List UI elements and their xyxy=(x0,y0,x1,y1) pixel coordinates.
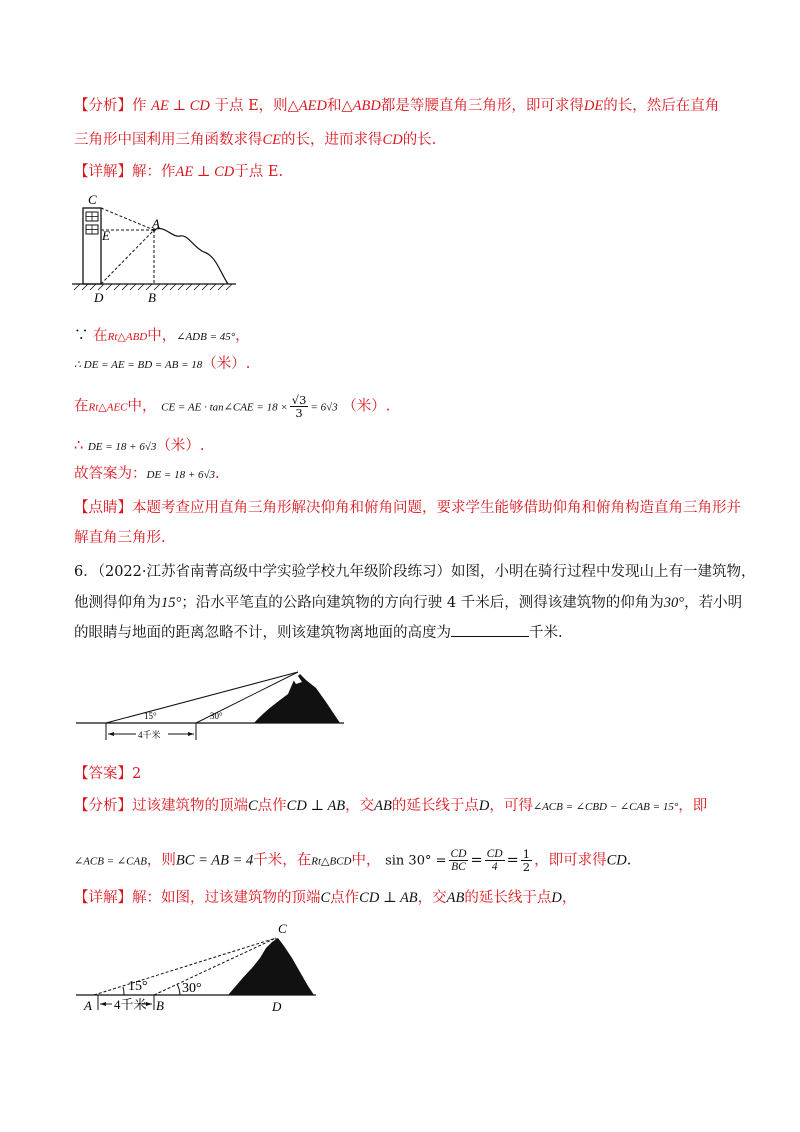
because-symbol: ∵ xyxy=(74,328,89,344)
fraction-denominator: 3 xyxy=(295,406,303,420)
math-expr: CD ⊥ AB xyxy=(359,890,418,906)
text-run: 的长，然后在直角 xyxy=(603,98,720,114)
text-run: ；沿水平笔直的公路向建筑物的方向行驶 4 千米后，测得该建筑物的仰角为 xyxy=(181,595,664,611)
math-expr: ∴ DE = AE = BD = AB = 18 xyxy=(74,359,203,371)
text-run: 的长. xyxy=(402,132,437,148)
text-run: 的长，进而求得 xyxy=(281,132,383,148)
review-line-1 xyxy=(74,498,741,518)
text-run: 中， xyxy=(127,398,157,415)
step-2 xyxy=(74,354,250,375)
unit-text: （米）. xyxy=(202,356,251,372)
answer-value: 2 xyxy=(132,766,142,782)
figure-solution-6 xyxy=(76,918,326,1024)
fraction-denominator: 2 xyxy=(522,860,531,874)
math-expr: ∠ACB = ∠CBD − ∠CAB = 15° xyxy=(532,801,679,813)
text-run: 中， xyxy=(351,852,381,869)
text-run: 的眼睛与地面的距离忽略不计，则该建筑物离地面的高度为 xyxy=(74,625,451,641)
text-run: ，若小明 xyxy=(684,595,743,611)
analysis-tag: 【分析】 xyxy=(74,98,132,114)
text-run: . xyxy=(626,852,632,869)
text-run: 在 xyxy=(74,398,89,415)
label-e: E xyxy=(102,228,110,243)
text-run: ，即 xyxy=(678,798,708,814)
math-expr: CE xyxy=(262,132,282,148)
text-run: ， xyxy=(561,890,577,906)
text-run: ， xyxy=(235,328,250,344)
text-run: 本题考查应用直角三角形解决仰角和俯角问题，要求学生能够借助仰角和俯角构造直角三角形并 xyxy=(132,500,741,516)
q6-detail-line xyxy=(74,888,576,908)
math-expr: C xyxy=(320,890,331,906)
label-d: D xyxy=(272,999,282,1014)
math-expr: Rt△BCD xyxy=(311,855,352,868)
math-expr: = 6√3 xyxy=(310,401,338,414)
answer-line xyxy=(74,764,141,784)
text-run: 于点 E，则 xyxy=(209,98,288,114)
figure-question-6 xyxy=(76,658,348,748)
math-expr: Rt△ABD xyxy=(107,331,148,343)
fraction-cd-bc xyxy=(449,848,469,873)
q6-analysis-line-1 xyxy=(74,796,707,817)
label-b: B xyxy=(156,998,164,1013)
q6-analysis-line-2: ∠ACB = ∠CAB，则BC = AB = 4千米，在Rt△BCD中， sin 30° = $\frac{CD}{BC}$ = $\frac{CD}{4}$ = $\frac{1}{2}$ ，即可求得CD. xyxy=(74,847,632,874)
text-run: 都是等腰直角三角形，即可求得 xyxy=(380,98,584,114)
text-run: ，交 xyxy=(417,890,447,906)
math-expr: DE xyxy=(583,98,604,114)
math-expr: C xyxy=(248,798,258,814)
label-a: A xyxy=(152,216,160,231)
text-run: 点作 xyxy=(330,890,360,906)
step-5 xyxy=(74,464,220,485)
text-run: 6．（2022·江苏省南菁高级中学实验学校九年级阶段练习）如图，小明在骑行过程中发现山上有一建筑物， xyxy=(74,564,756,580)
math-expr: DE = 18 + 6√3 xyxy=(87,441,157,453)
fraction-numerator: CD xyxy=(450,848,467,860)
math-expr: CD xyxy=(606,852,627,869)
math-expr: 30° xyxy=(663,595,685,611)
fraction-denominator: BC xyxy=(451,861,466,873)
math-expr: 15° xyxy=(161,595,182,611)
analysis-line-1 xyxy=(74,96,719,116)
fraction-numerator: √3 xyxy=(291,393,307,407)
text-run: 解直角三角形. xyxy=(74,530,166,546)
text-run: . xyxy=(215,466,220,482)
text-run: 在 xyxy=(93,328,108,344)
step-3 xyxy=(74,394,390,419)
text-run: 故答案为： xyxy=(74,466,147,482)
math-expr: AB xyxy=(374,798,392,814)
text-run: 的延长线于点 xyxy=(391,798,479,814)
text-run: 中， xyxy=(147,328,177,344)
math-expr: ∠ADB = 45° xyxy=(176,331,236,343)
text-run: 千米，在 xyxy=(253,852,312,869)
detail-line xyxy=(74,162,283,182)
fraction-numerator: 1 xyxy=(522,847,531,861)
math-expr: CD xyxy=(382,132,403,148)
fraction xyxy=(290,394,309,419)
math-expr: AE ⊥ CD xyxy=(151,98,210,114)
text-run: 作 xyxy=(132,98,152,114)
label-a: A xyxy=(84,998,92,1013)
q6-line-2 xyxy=(74,593,742,613)
text-run: 和 xyxy=(327,98,342,114)
math-expr: CD ⊥ AB xyxy=(286,798,346,814)
math-expr: AE ⊥ CD xyxy=(175,164,235,180)
angle-label-15: 15° xyxy=(128,979,148,994)
text-run: ，即可求得 xyxy=(534,852,607,869)
text-run: 过该建筑物的顶端 xyxy=(132,798,248,814)
dashed-constructions xyxy=(101,208,154,284)
label-c: C xyxy=(88,192,97,207)
label-d: D xyxy=(94,290,104,305)
fraction-denominator: 4 xyxy=(491,861,498,873)
text-run: 解：作 xyxy=(132,164,176,180)
text-run: ，交 xyxy=(345,798,375,814)
hill-outline xyxy=(154,228,228,284)
detail-tag: 【详解】 xyxy=(74,164,132,180)
math-expr: ∠ACB = ∠CAB xyxy=(74,855,147,868)
math-expr: AB xyxy=(446,890,465,906)
math-expr: △ABD xyxy=(341,98,381,114)
analysis-line-2 xyxy=(74,130,436,150)
math-expr: BC = AB = 4 xyxy=(175,852,254,869)
math-expr: D xyxy=(478,798,490,814)
math-expr: sin 30° = xyxy=(385,853,447,869)
text-run: 于点 E. xyxy=(234,164,284,180)
unit-text: （米）. xyxy=(342,398,391,415)
unit-text: （米）. xyxy=(156,438,205,454)
distance-label: 4千米 xyxy=(138,730,161,740)
math-expr: CE = AE · tan∠CAE = 18 × xyxy=(161,401,288,414)
fraction-numerator: CD xyxy=(486,848,503,860)
mountain xyxy=(228,938,314,995)
math-expr: DE = 18 + 6√3 xyxy=(146,469,216,481)
label-b: B xyxy=(148,290,156,305)
math-expr: Rt△AEC xyxy=(88,401,128,414)
review-tag: 【点睛】 xyxy=(74,500,132,516)
fraction-1-2 xyxy=(521,848,532,873)
math-expr: △AED xyxy=(287,98,328,114)
review-line-2 xyxy=(74,528,166,548)
fraction-cd-4 xyxy=(485,848,505,873)
step-4 xyxy=(74,436,205,457)
math-expr: D xyxy=(551,890,562,906)
step-1 xyxy=(74,326,250,347)
text-run: ，可得 xyxy=(489,798,533,814)
text-run: 解：如图，过该建筑物的顶端 xyxy=(132,890,321,906)
q6-line-3 xyxy=(74,622,563,643)
text-run: 点作 xyxy=(257,798,287,814)
text-run: 千米. xyxy=(529,625,563,641)
answer-tag: 【答案】 xyxy=(74,766,132,782)
label-c: C xyxy=(278,921,287,936)
q6-line-1 xyxy=(74,562,755,582)
text-run: 的延长线于点 xyxy=(464,890,552,906)
figure-building-hill xyxy=(68,188,248,308)
angle-label-15: 15° xyxy=(144,711,157,721)
answer-blank[interactable] xyxy=(451,622,529,637)
text-run: 他测得仰角为 xyxy=(74,595,161,611)
detail-tag: 【详解】 xyxy=(74,890,132,906)
therefore-symbol: ∴ xyxy=(74,438,84,454)
text-run: ，则 xyxy=(146,852,176,869)
angle-label-30: 30° xyxy=(182,981,202,996)
text-run: 三角形中国利用三角函数求得 xyxy=(74,132,263,148)
distance-label: 4千米 xyxy=(114,997,147,1012)
angle-label-30: 30° xyxy=(210,711,223,721)
analysis-tag: 【分析】 xyxy=(74,798,132,814)
